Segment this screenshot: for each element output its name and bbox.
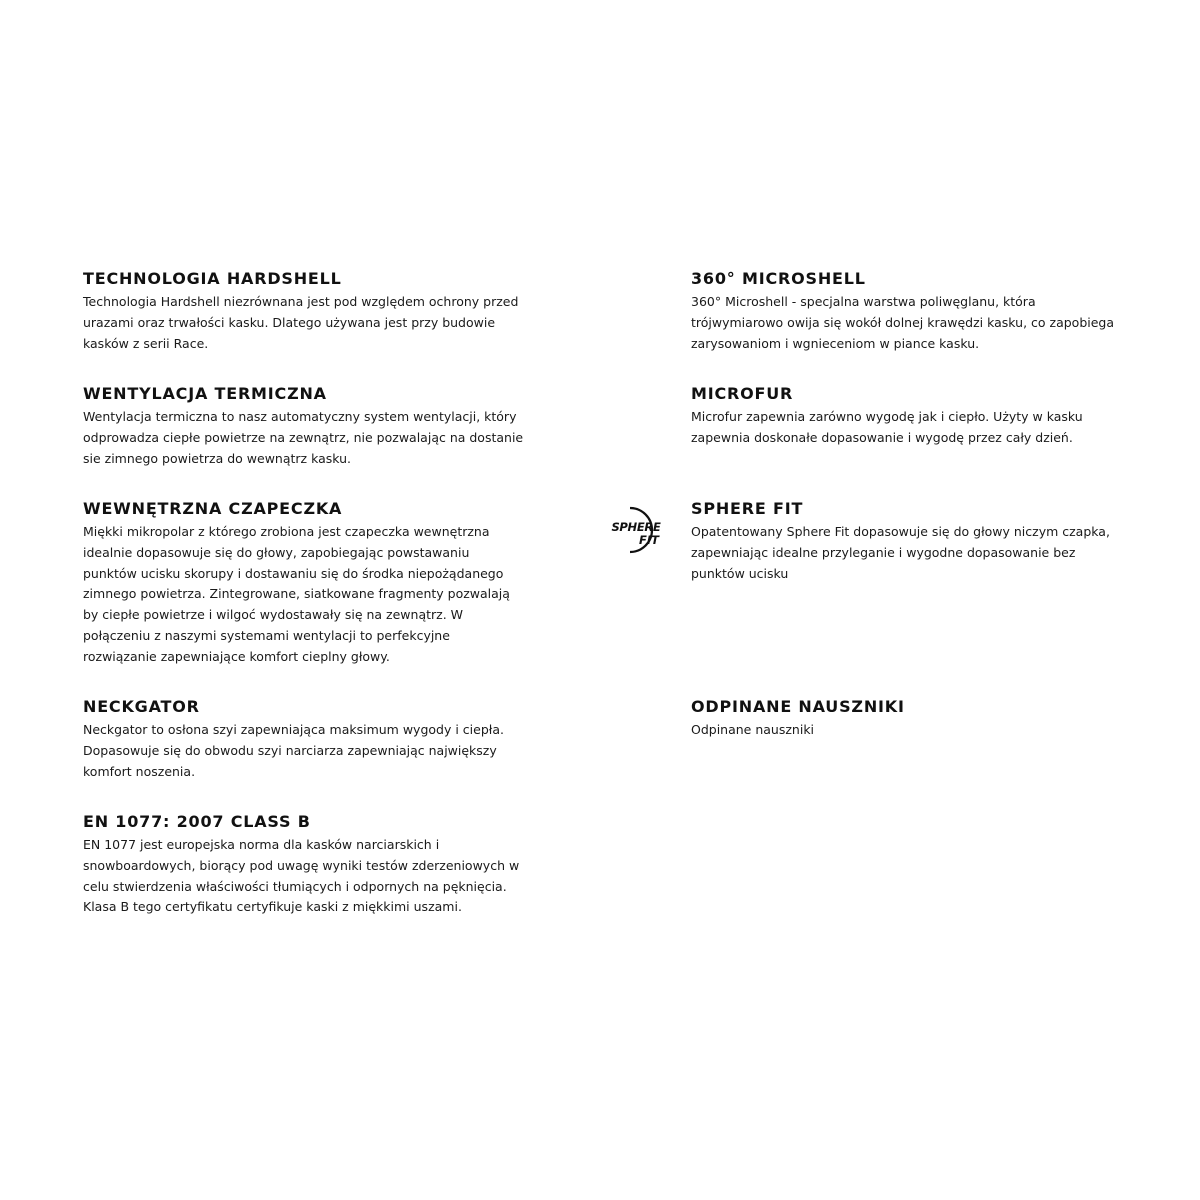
feature-title: WENTYLACJA TERMICZNA — [83, 384, 327, 403]
feature-description — [691, 720, 1131, 741]
feature-microfur — [691, 383, 1131, 449]
feature-neckgator — [83, 696, 533, 782]
description-line: Neckgator to osłona szyi zapewniająca maksimum wygody i ciepła. — [83, 722, 504, 737]
description-line: punktów ucisku skorupy i dostawaniu się do środka niepożądanego — [83, 565, 504, 581]
description-line: EN 1077 jest europejska norma dla kasków narciarskich i — [83, 837, 440, 852]
feature-title: SPHERE FIT — [691, 499, 804, 518]
description-line: komfort noszenia. — [83, 763, 196, 779]
feature-sphere-fit — [691, 498, 1131, 584]
feature-description — [83, 292, 533, 354]
description-line: kasków z serii Race. — [83, 335, 209, 351]
feature-title: MICROFUR — [691, 384, 794, 403]
description-line: 360° Microshell - specjalna warstwa poliwęglanu, która — [691, 294, 1036, 309]
feature-title: 360° MICROSHELL — [691, 269, 866, 288]
description-line: zarysowaniom i wgnieceniom w piance kasku. — [691, 335, 980, 351]
description-line: by ciepłe powietrze i wilgoć wydostawały się na zewnątrz. W — [83, 607, 464, 623]
feature-description — [83, 407, 533, 469]
description-line: Microfur zapewnia zarówno wygodę jak i ciepło. Użyty w kasku — [691, 409, 1083, 424]
description-line: Dopasowuje się do obwodu szyi narciarza zapewniając największy — [83, 742, 497, 758]
description-line: Miękki mikropolar z którego zrobiona jest czapeczka wewnętrzna — [83, 524, 490, 539]
description-line: celu stwierdzenia właściwości tłumiących i odpornych na pęknięcia. — [83, 878, 507, 894]
description-line: połączeniu z naszymi systemami wentylacji to perfekcyjne — [83, 627, 450, 643]
feature-360-microshell — [691, 268, 1131, 354]
description-line: punktów ucisku — [691, 565, 789, 581]
description-line: trójwymiarowo owija się wokół dolnej krawędzi kasku, co zapobiega — [691, 314, 1115, 330]
feature-wewnetrzna-czapeczka — [83, 498, 533, 668]
feature-description — [83, 835, 533, 918]
description-line: Technologia Hardshell niezrównana jest pod względem ochrony przed — [83, 294, 519, 309]
sphere-fit-logo-icon — [600, 502, 670, 558]
feature-description — [83, 720, 533, 782]
description-line: Odpinane nauszniki — [691, 722, 815, 737]
feature-odpinane-nauszniki — [691, 696, 1131, 741]
description-line: Klasa B tego certyfikatu certyfikuje kaski z miękkimi uszami. — [83, 899, 462, 915]
feature-title: NECKGATOR — [83, 697, 200, 716]
description-line: zapewniając idealne przyleganie i wygodne dopasowanie bez — [691, 544, 1076, 560]
description-line: idealnie dopasowuje się do głowy, zapobiegając powstawaniu — [83, 544, 470, 560]
feature-title: WEWNĘTRZNA CZAPECZKA — [83, 499, 343, 518]
feature-description — [691, 407, 1131, 449]
description-line: Wentylacja termiczna to nasz automatyczny system wentylacji, który — [83, 409, 517, 424]
feature-title: EN 1077: 2007 CLASS B — [83, 812, 311, 831]
feature-technologia-hardshell — [83, 268, 533, 354]
feature-title: ODPINANE NAUSZNIKI — [691, 697, 905, 716]
feature-description — [83, 522, 533, 668]
description-line: zimnego powietrza. Zintegrowane, siatkowane fragmenty pozwalają — [83, 586, 510, 602]
description-line: zapewnia doskonałe dopasowanie i wygodę przez cały dzień. — [691, 429, 1073, 445]
feature-en-1077 — [83, 811, 533, 918]
feature-description — [691, 292, 1131, 354]
feature-wentylacja-termiczna — [83, 383, 533, 469]
description-line: urazami oraz trwałości kasku. Dlatego używana jest przy budowie — [83, 314, 496, 330]
feature-description — [691, 522, 1131, 584]
sphere-fit-word-fit: FIT — [639, 533, 659, 547]
sphere-fit-logo-svg — [600, 502, 670, 558]
description-line: Opatentowany Sphere Fit dopasowuje się do głowy niczym czapka, — [691, 524, 1110, 539]
description-line: rozwiązanie zapewniające komfort cieplny głowy. — [83, 648, 390, 664]
description-line: odprowadza ciepłe powietrze na zewnątrz, nie pozwalając na dostanie — [83, 429, 524, 445]
feature-title: TECHNOLOGIA HARDSHELL — [83, 269, 342, 288]
sphere-fit-word-sphere: SPHERE — [611, 520, 661, 534]
description-line: snowboardowych, biorący pod uwagę wyniki testów zderzeniowych w — [83, 857, 520, 873]
description-line: sie zimnego powietrza do wewnątrz kasku. — [83, 450, 352, 466]
